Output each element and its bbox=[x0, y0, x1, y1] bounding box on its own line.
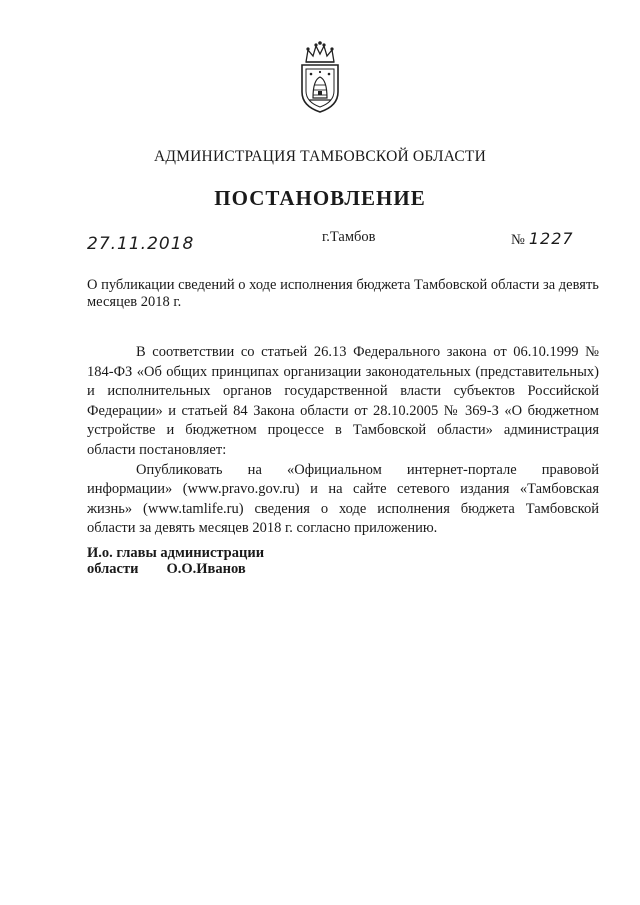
signature-line2 bbox=[87, 561, 264, 577]
document-city: г.Тамбов bbox=[322, 229, 376, 245]
document-date: 27.11.2018 bbox=[87, 234, 195, 254]
number-value: 1227 bbox=[528, 229, 574, 248]
document-subject: О публикации сведений о ходе исполнения бюджета Тамбовской области за девять месяцев 2018 г. bbox=[87, 277, 599, 310]
document-number bbox=[511, 229, 574, 249]
body-paragraph-preamble: В соответствии со статьей 26.13 Федерального закона от 06.10.1999 № 184-ФЗ «Об общих принципах организации законодательных (представительных) и исполнительных органов государственной власти субъектов Российской Федерации» и статьей 84 Закона области от 28.10.2005 № 369-З «О бюджетном устройстве и бюджетном процессе в Тамбовской области» администрация области постановляет: bbox=[87, 344, 599, 458]
body-paragraph-resolution: Опубликовать на «Официальном интернет-портале правовой информации» (www.pravo.gov.ru) и на сайте сетевого издания «Тамбовская жизнь» (www.tamlife.ru) сведения о ходе исполнения бюджета Тамбовской области за девять месяцев 2018 г. согласно приложению. bbox=[87, 461, 599, 537]
signatory-name: О.О.Иванов bbox=[166, 561, 246, 577]
signature-block bbox=[87, 545, 264, 577]
authority-name: АДМИНИСТРАЦИЯ ТАМБОВСКОЙ ОБЛАСТИ bbox=[154, 148, 486, 165]
document-body bbox=[87, 343, 599, 539]
signature-position-line1: И.о. главы администрации bbox=[87, 545, 265, 561]
tambov-coat-of-arms-icon bbox=[296, 40, 344, 114]
signature-position-line2: области bbox=[87, 561, 139, 577]
number-sign: № bbox=[511, 232, 525, 248]
document-type: ПОСТАНОВЛЕНИЕ bbox=[214, 186, 426, 210]
